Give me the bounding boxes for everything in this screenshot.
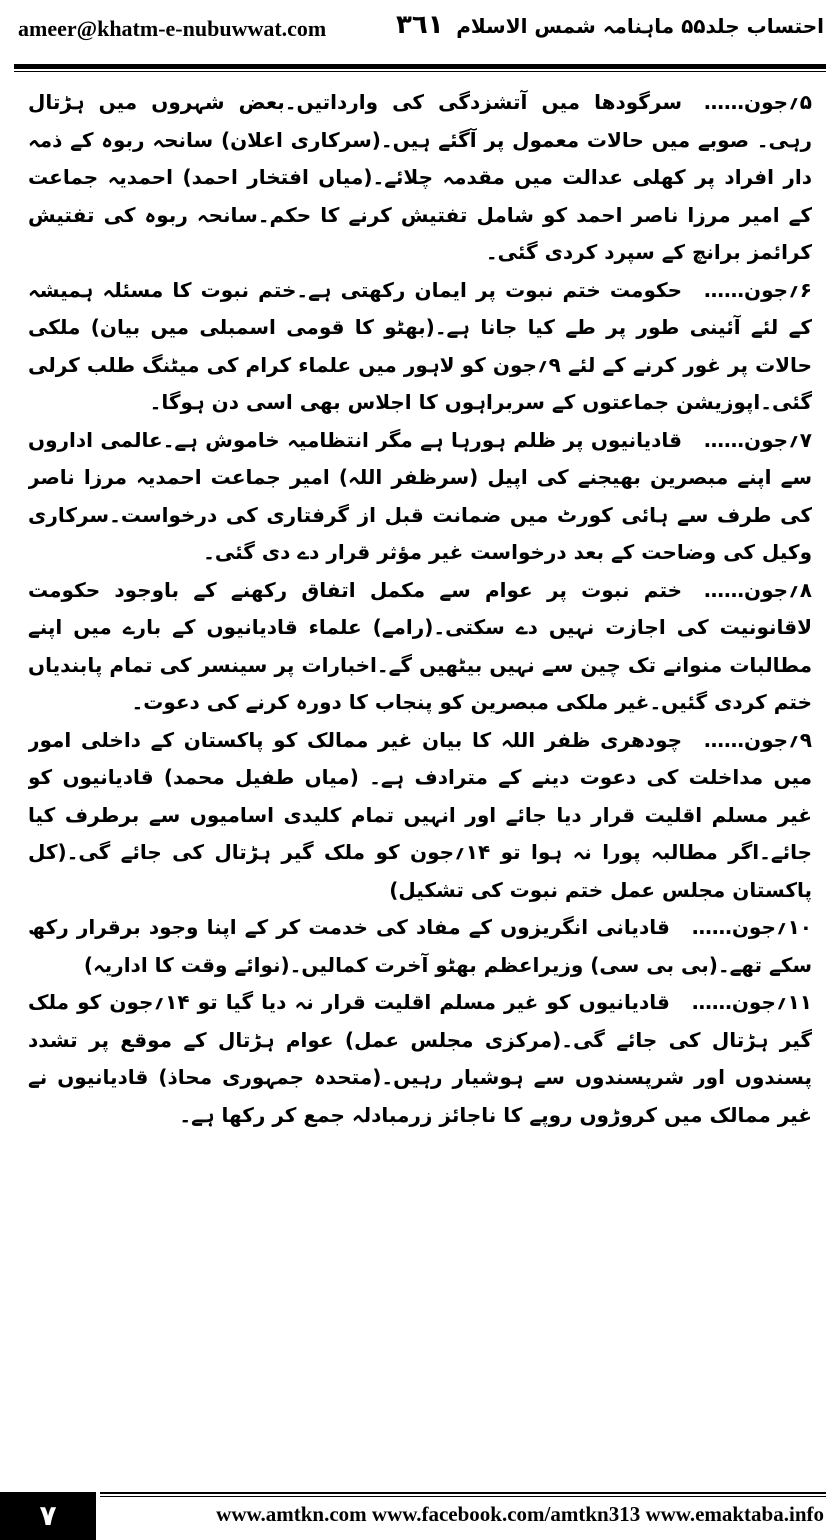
- entry-date: ۶؍جون……: [704, 277, 812, 302]
- entry-10-june: [28, 909, 812, 984]
- entry-text: ختم نبوت پر عوام سے مکمل اتفاق رکھنے کے باوجود حکومت لاقانونیت کی اجازت نہیں دے سکتی۔(رامے) علماء قادیانیوں کے بارے میں اپنے مطالبات منوانے تک چین سے نہیں بیٹھیں گے۔اخبارات پر سینسر کی تمام پابندیاں ختم کردی گئیں۔غیر ملکی مبصرین کو پنجاب کا دورہ کرنے کی دعوت۔: [28, 577, 812, 714]
- entry-text: حکومت ختم نبوت پر ایمان رکھتی ہے۔ختم نبوت کا مسئلہ ہمیشہ کے لئے آئینی طور پر طے کیا جانا ہے۔(بھٹو کا قومی اسمبلی میں بیان) ملکی حالات پر غور کرنے کے لئے ۹؍جون کو لاہور میں علماء کرام کی میٹنگ طلب کرلی گئی۔اپوزیشن جماعتوں کے سربراہوں کا اجلاس بھی اسی دن ہوگا۔: [28, 277, 812, 414]
- entry-6-june: [28, 272, 812, 422]
- header-rule-thick: [14, 64, 826, 69]
- entry-11-june: [28, 984, 812, 1134]
- header-rule-thin: [14, 71, 826, 72]
- entry-text: قادیانی انگریزوں کے مفاد کی خدمت کر کے اپنا وجود برقرار رکھ سکے تھے۔(بی بی سی) وزیراعظم بھٹو آخرت کمالیں۔(نوائے وقت کا اداریہ): [28, 915, 812, 977]
- page-header: [14, 0, 826, 62]
- entry-date: ۱۱؍جون……: [691, 990, 812, 1014]
- header-page-number: ٣٦١: [396, 10, 444, 40]
- entry-text: چودھری ظفر اللہ کا بیان غیر ممالک کو پاکستان کے داخلی امور میں مداخلت کی دعوت دینے کے مترادف ہے۔ (میاں طفیل محمد) قادیانیوں کو غیر مسلم اقلیت قرار دیا جائے اور انہیں تمام کلیدی اسامیوں سے برطرف کیا جائے۔اگر مطالبہ پورا نہ ہوا تو ۱۴؍جون کو ملک گیر ہڑتال کی جائے گی۔(کل پاکستان مجلس عمل ختم نبوت کی تشکیل): [28, 727, 812, 902]
- entry-9-june: [28, 722, 812, 910]
- entry-5-june: [28, 84, 812, 272]
- entry-date: ۹؍جون……: [704, 727, 812, 752]
- entry-8-june: [28, 572, 812, 722]
- article-body: [28, 84, 812, 1452]
- header-email[interactable]: ameer@khatm-e-nubuwwat.com: [18, 16, 327, 41]
- entry-date: ۵؍جون……: [704, 90, 812, 114]
- entry-date: ۸؍جون……: [704, 577, 812, 602]
- footer-rule-thick: [100, 1492, 826, 1494]
- entry-7-june: [28, 422, 812, 572]
- footer-rule-thin: [100, 1496, 826, 1497]
- footer-page-badge: ۷: [0, 1492, 96, 1540]
- entry-date: ۷؍جون……: [704, 427, 812, 452]
- entry-text: قادیانیوں کو غیر مسلم اقلیت قرار نہ دیا گیا تو ۱۴؍جون کو ملک گیر ہڑتال کی جائے گی۔(مرکزی مجلس عمل) عوام ہڑتال کے موقع پر تشدد پسندوں اور شرپسندوں سے ہوشیار رہیں۔(متحدہ جمہوری محاذ) قادیانیوں نے غیر ممالک میں کروڑوں روپے کا ناجائز زرمبادلہ جمع کر رکھا ہے۔: [28, 990, 812, 1127]
- entry-text: سرگودھا میں آتشزدگی کی وارداتیں۔بعض شہروں میں ہڑتال رہی۔ صوبے میں حالات معمول پر آگئے ہیں۔(سرکاری اعلان) سانحہ ربوہ کے ذمہ دار افراد پر کھلی عدالت میں مقدمہ چلائے۔(میاں افتخار احمد) احمدیہ جماعت کے امیر مرزا ناصر احمد کو شامل تفتیش کرنے کا حکم۔سانحہ ربوہ کی تفتیش کرائمز برانچ کے سپرد کردی گئی۔: [28, 90, 812, 264]
- entry-date: ۱۰؍جون……: [691, 915, 812, 939]
- entry-text: قادیانیوں پر ظلم ہورہا ہے مگر انتظامیہ خاموش ہے۔عالمی اداروں سے اپنے مبصرین بھیجنے کی اپیل (سرظفر اللہ) امیر جماعت احمدیہ مرزا ناصر کی طرف سے ہائی کورٹ میں ضمانت قبل از گرفتاری کی درخواست۔سرکاری وکیل کی وضاحت کے بعد درخواست غیر مؤثر قرار دے دی گئی۔: [28, 427, 812, 564]
- header-magazine-title: احتساب جلد۵۵ ماہنامہ شمس الاسلام: [456, 14, 824, 38]
- footer-urls[interactable]: www.amtkn.com www.facebook.com/amtkn313 www.emaktaba.info: [216, 1502, 824, 1526]
